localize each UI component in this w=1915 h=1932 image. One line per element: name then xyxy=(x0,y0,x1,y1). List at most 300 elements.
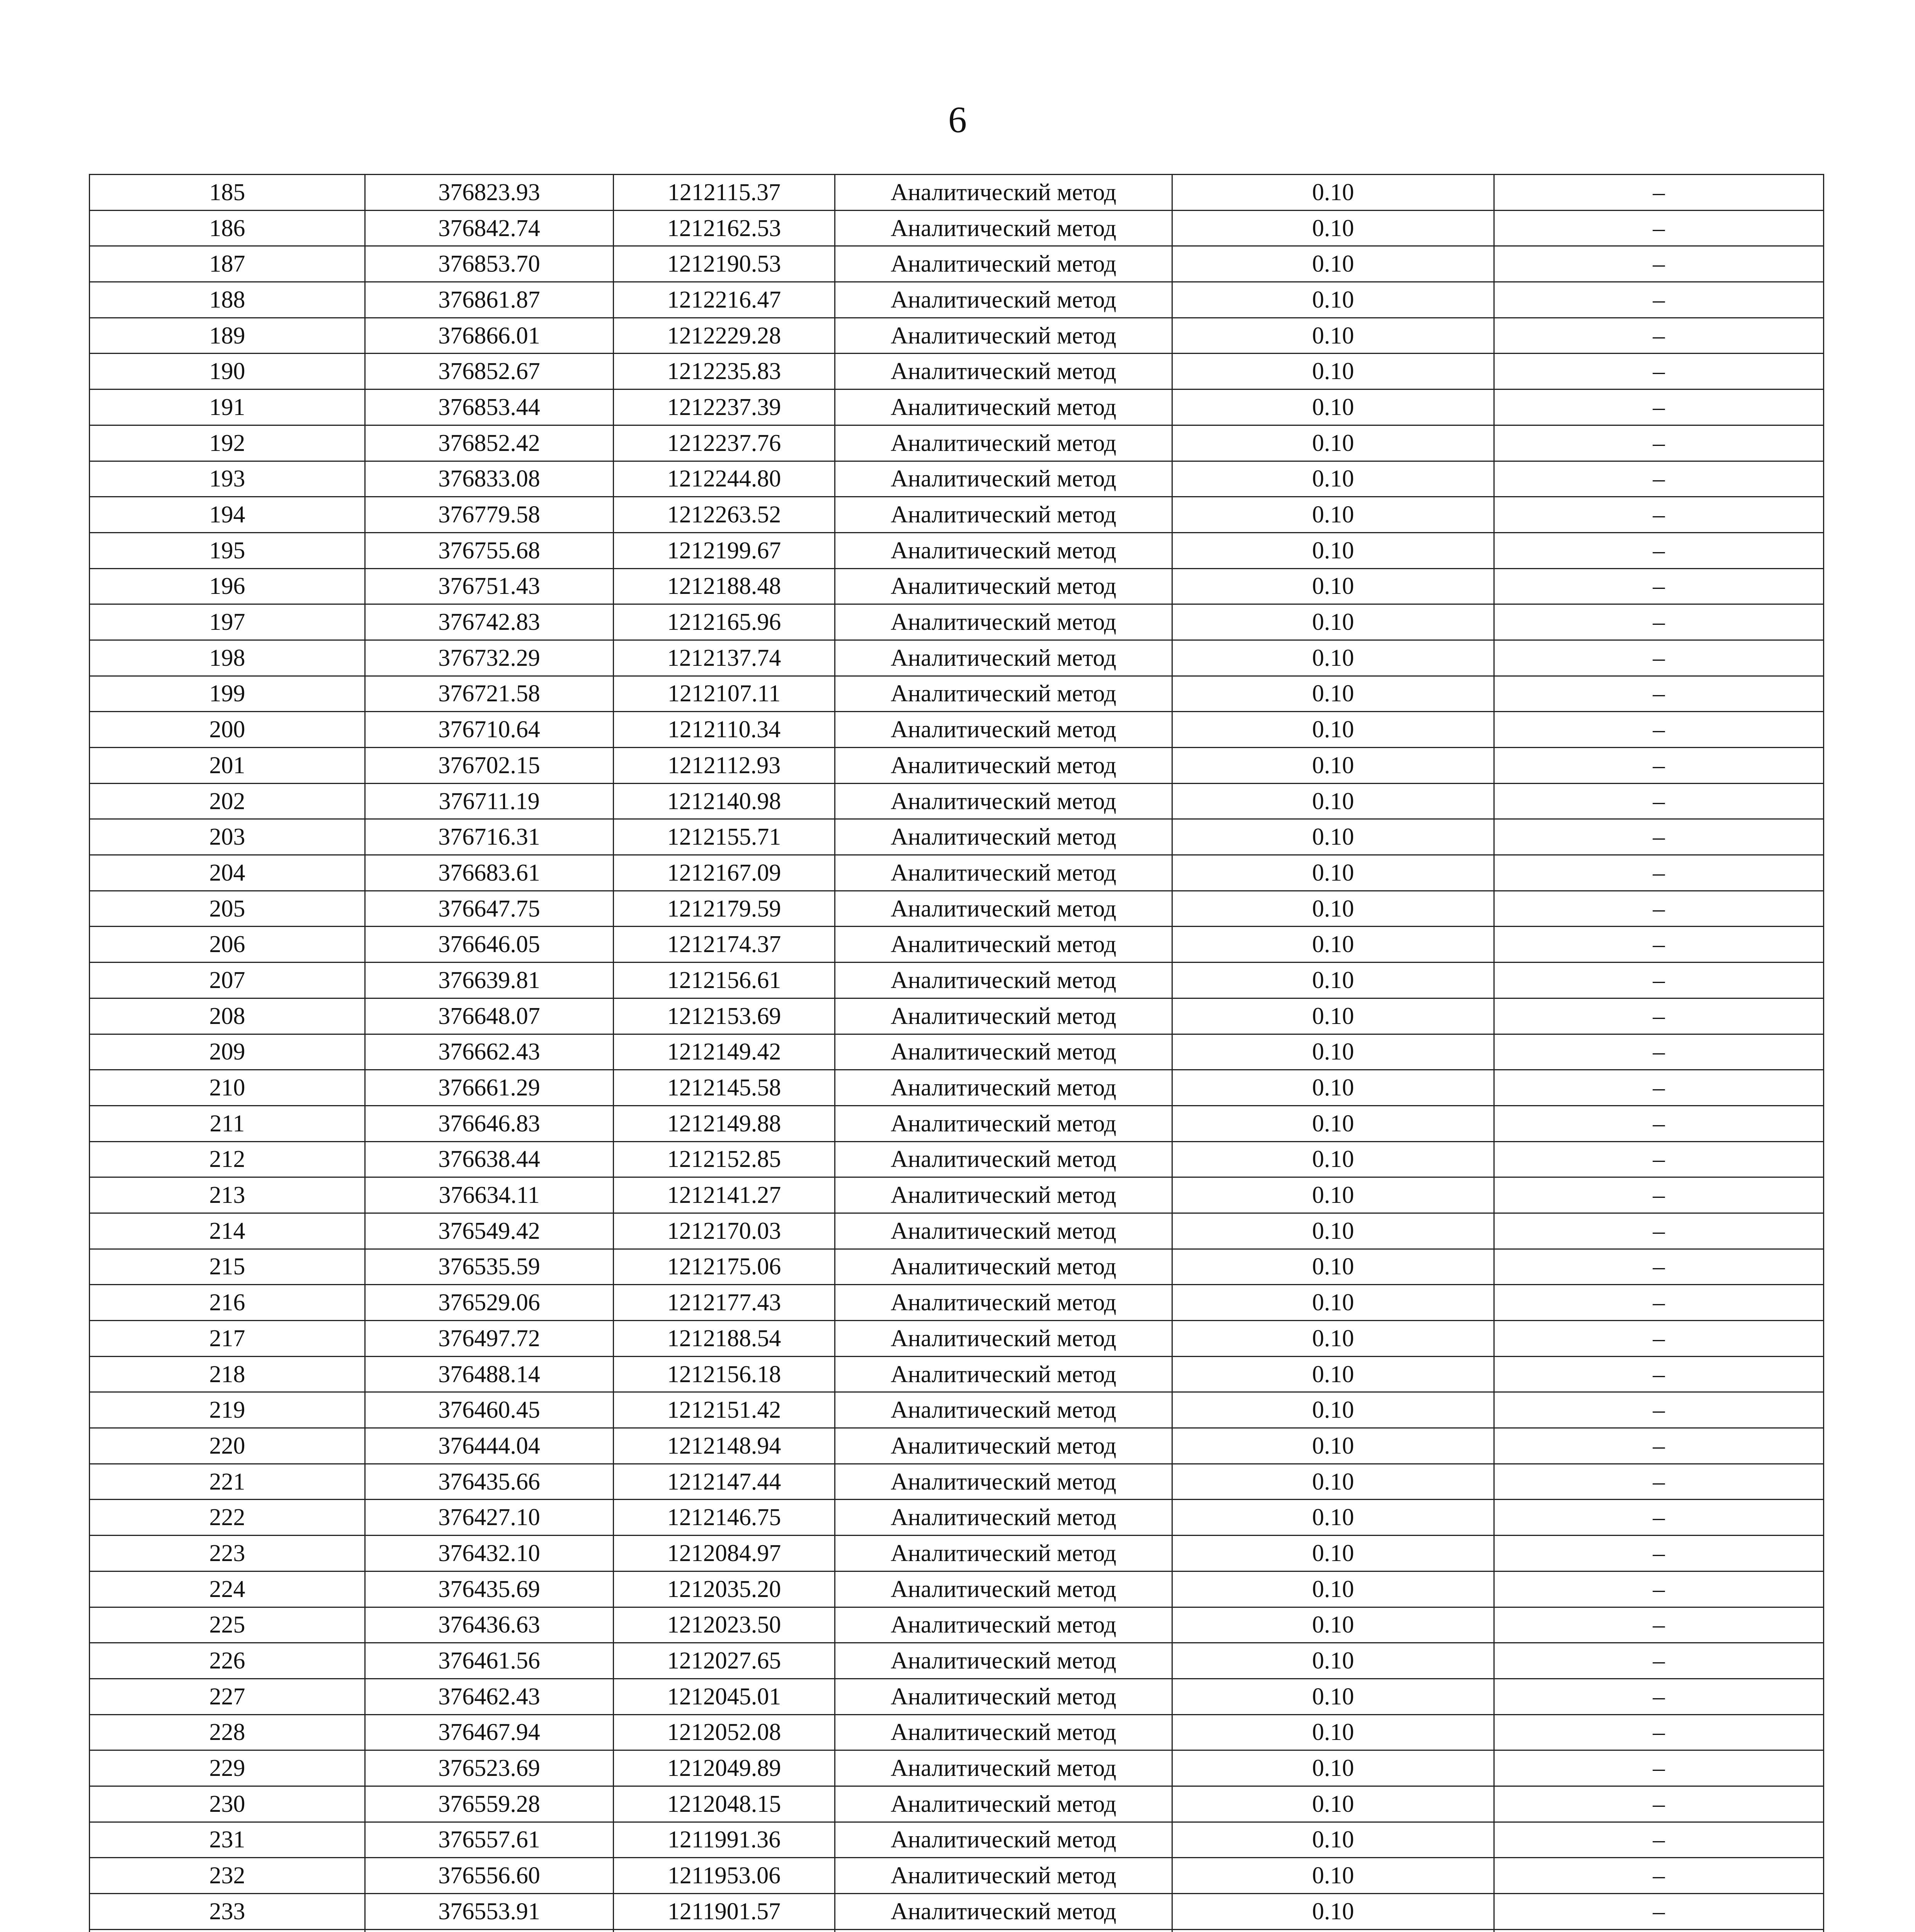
method-cell: Аналитический метод xyxy=(835,963,1172,998)
table-row xyxy=(90,1679,1824,1714)
note-cell: – xyxy=(1494,246,1824,282)
y-coordinate-cell: 1212174.37 xyxy=(614,927,835,963)
x-coordinate-cell: 376529.06 xyxy=(365,1285,614,1321)
x-coordinate-cell: 376435.69 xyxy=(365,1571,614,1607)
x-coordinate-cell: 376866.01 xyxy=(365,318,614,354)
point-number-cell: 231 xyxy=(90,1822,365,1858)
coordinates-table-body xyxy=(90,175,1824,1932)
note-cell: – xyxy=(1494,425,1824,461)
y-coordinate-cell: 1211901.57 xyxy=(614,1894,835,1930)
point-number-cell: 219 xyxy=(90,1392,365,1428)
method-cell: Аналитический метод xyxy=(835,1105,1172,1141)
table-row xyxy=(90,1500,1824,1536)
point-number-cell xyxy=(90,1929,365,1932)
table-row xyxy=(90,1858,1824,1894)
accuracy-cell: 0.10 xyxy=(1172,998,1494,1034)
y-coordinate-cell: 1212107.11 xyxy=(614,676,835,712)
accuracy-cell: 0.10 xyxy=(1172,1141,1494,1177)
accuracy-cell: 0.10 xyxy=(1172,282,1494,318)
note-cell: – xyxy=(1494,1500,1824,1536)
note-cell: – xyxy=(1494,1177,1824,1213)
accuracy-cell xyxy=(1172,1929,1494,1932)
y-coordinate-cell: 1212112.93 xyxy=(614,748,835,784)
note-cell: – xyxy=(1494,1858,1824,1894)
point-number-cell: 206 xyxy=(90,927,365,963)
accuracy-cell: 0.10 xyxy=(1172,927,1494,963)
table-row xyxy=(90,855,1824,891)
note-cell: – xyxy=(1494,1786,1824,1822)
point-number-cell: 203 xyxy=(90,819,365,855)
accuracy-cell: 0.10 xyxy=(1172,175,1494,211)
method-cell: Аналитический метод xyxy=(835,425,1172,461)
table-row xyxy=(90,604,1824,640)
x-coordinate-cell: 376557.61 xyxy=(365,1822,614,1858)
accuracy-cell: 0.10 xyxy=(1172,1356,1494,1392)
method-cell: Аналитический метод xyxy=(835,1034,1172,1070)
y-coordinate-cell: 1212110.34 xyxy=(614,712,835,748)
accuracy-cell: 0.10 xyxy=(1172,1321,1494,1357)
method-cell: Аналитический метод xyxy=(835,748,1172,784)
y-coordinate-cell: 1212229.28 xyxy=(614,318,835,354)
method-cell: Аналитический метод xyxy=(835,568,1172,604)
note-cell: – xyxy=(1494,1607,1824,1643)
point-number-cell: 209 xyxy=(90,1034,365,1070)
table-row xyxy=(90,1141,1824,1177)
y-coordinate-cell: 1211991.36 xyxy=(614,1822,835,1858)
accuracy-cell: 0.10 xyxy=(1172,1894,1494,1930)
accuracy-cell: 0.10 xyxy=(1172,604,1494,640)
table-row xyxy=(90,783,1824,819)
method-cell: Аналитический метод xyxy=(835,998,1172,1034)
note-cell: – xyxy=(1494,1285,1824,1321)
table-row xyxy=(90,246,1824,282)
method-cell: Аналитический метод xyxy=(835,1321,1172,1357)
note-cell: – xyxy=(1494,748,1824,784)
note-cell: – xyxy=(1494,676,1824,712)
method-cell: Аналитический метод xyxy=(835,927,1172,963)
table-row xyxy=(90,532,1824,568)
y-coordinate-cell: 1212190.53 xyxy=(614,246,835,282)
table-row xyxy=(90,1034,1824,1070)
y-coordinate-cell: 1212045.01 xyxy=(614,1679,835,1714)
point-number-cell: 221 xyxy=(90,1464,365,1500)
note-cell: – xyxy=(1494,282,1824,318)
accuracy-cell: 0.10 xyxy=(1172,1500,1494,1536)
accuracy-cell: 0.10 xyxy=(1172,1679,1494,1714)
method-cell: Аналитический метод xyxy=(835,1679,1172,1714)
note-cell: – xyxy=(1494,1321,1824,1357)
method-cell: Аналитический метод xyxy=(835,1858,1172,1894)
point-number-cell: 196 xyxy=(90,568,365,604)
y-coordinate-cell: 1212156.61 xyxy=(614,963,835,998)
point-number-cell: 227 xyxy=(90,1679,365,1714)
accuracy-cell: 0.10 xyxy=(1172,354,1494,389)
x-coordinate-cell: 376751.43 xyxy=(365,568,614,604)
y-coordinate-cell: 1212048.15 xyxy=(614,1786,835,1822)
accuracy-cell: 0.10 xyxy=(1172,1607,1494,1643)
y-coordinate-cell: 1212137.74 xyxy=(614,640,835,676)
note-cell: – xyxy=(1494,318,1824,354)
note-cell: – xyxy=(1494,640,1824,676)
point-number-cell: 190 xyxy=(90,354,365,389)
point-number-cell: 202 xyxy=(90,783,365,819)
point-number-cell: 225 xyxy=(90,1607,365,1643)
method-cell: Аналитический метод xyxy=(835,1643,1172,1679)
table-row xyxy=(90,891,1824,927)
accuracy-cell: 0.10 xyxy=(1172,891,1494,927)
accuracy-cell: 0.10 xyxy=(1172,318,1494,354)
method-cell: Аналитический метод xyxy=(835,819,1172,855)
method-cell: Аналитический метод xyxy=(835,1750,1172,1786)
y-coordinate-cell: 1212179.59 xyxy=(614,891,835,927)
method-cell: Аналитический метод xyxy=(835,1141,1172,1177)
table-row xyxy=(90,461,1824,497)
table-row xyxy=(90,1249,1824,1285)
y-coordinate-cell: 1212149.42 xyxy=(614,1034,835,1070)
point-number-cell: 214 xyxy=(90,1213,365,1249)
method-cell: Аналитический метод xyxy=(835,354,1172,389)
point-number-cell: 220 xyxy=(90,1428,365,1464)
point-number-cell: 228 xyxy=(90,1714,365,1750)
method-cell: Аналитический метод xyxy=(835,532,1172,568)
x-coordinate-cell: 376710.64 xyxy=(365,712,614,748)
table-row xyxy=(90,497,1824,533)
x-coordinate-cell: 376853.44 xyxy=(365,389,614,425)
x-coordinate-cell: 376742.83 xyxy=(365,604,614,640)
x-coordinate-cell: 376683.61 xyxy=(365,855,614,891)
table-row xyxy=(90,425,1824,461)
note-cell: – xyxy=(1494,1750,1824,1786)
x-coordinate-cell: 376556.60 xyxy=(365,1858,614,1894)
y-coordinate-cell: 1212049.89 xyxy=(614,1750,835,1786)
y-coordinate-cell: 1212156.18 xyxy=(614,1356,835,1392)
method-cell xyxy=(835,1929,1172,1932)
table-row xyxy=(90,210,1824,246)
method-cell: Аналитический метод xyxy=(835,1714,1172,1750)
method-cell: Аналитический метод xyxy=(835,640,1172,676)
x-coordinate-cell: 376646.05 xyxy=(365,927,614,963)
accuracy-cell: 0.10 xyxy=(1172,532,1494,568)
note-cell: – xyxy=(1494,568,1824,604)
method-cell: Аналитический метод xyxy=(835,282,1172,318)
y-coordinate-cell: 1212188.54 xyxy=(614,1321,835,1357)
method-cell: Аналитический метод xyxy=(835,1822,1172,1858)
note-cell: – xyxy=(1494,1105,1824,1141)
point-number-cell: 233 xyxy=(90,1894,365,1930)
y-coordinate-cell: 1212155.71 xyxy=(614,819,835,855)
method-cell: Аналитический метод xyxy=(835,175,1172,211)
x-coordinate-cell: 376755.68 xyxy=(365,532,614,568)
table-row xyxy=(90,1105,1824,1141)
note-cell: – xyxy=(1494,1213,1824,1249)
point-number-cell: 210 xyxy=(90,1070,365,1106)
point-number-cell: 229 xyxy=(90,1750,365,1786)
note-cell: – xyxy=(1494,497,1824,533)
x-coordinate-cell: 376716.31 xyxy=(365,819,614,855)
method-cell: Аналитический метод xyxy=(835,855,1172,891)
x-coordinate-cell: 376853.70 xyxy=(365,246,614,282)
y-coordinate-cell: 1212035.20 xyxy=(614,1571,835,1607)
note-cell: – xyxy=(1494,1714,1824,1750)
x-coordinate-cell: 376648.07 xyxy=(365,998,614,1034)
x-coordinate-cell: 376833.08 xyxy=(365,461,614,497)
x-coordinate-cell: 376711.19 xyxy=(365,783,614,819)
method-cell: Аналитический метод xyxy=(835,1571,1172,1607)
y-coordinate-cell: 1212023.50 xyxy=(614,1607,835,1643)
x-coordinate-cell: 376427.10 xyxy=(365,1500,614,1536)
table-row xyxy=(90,1285,1824,1321)
accuracy-cell: 0.10 xyxy=(1172,748,1494,784)
x-coordinate-cell: 376467.94 xyxy=(365,1714,614,1750)
table-row xyxy=(90,1750,1824,1786)
y-coordinate-cell: 1212244.80 xyxy=(614,461,835,497)
point-number-cell: 200 xyxy=(90,712,365,748)
table-row xyxy=(90,1786,1824,1822)
accuracy-cell: 0.10 xyxy=(1172,1571,1494,1607)
accuracy-cell: 0.10 xyxy=(1172,783,1494,819)
note-cell: – xyxy=(1494,1679,1824,1714)
x-coordinate-cell: 376634.11 xyxy=(365,1177,614,1213)
y-coordinate-cell: 1212145.58 xyxy=(614,1070,835,1106)
table-row xyxy=(90,1536,1824,1571)
x-coordinate-cell: 376460.45 xyxy=(365,1392,614,1428)
note-cell: – xyxy=(1494,855,1824,891)
x-coordinate-cell: 376462.43 xyxy=(365,1679,614,1714)
point-number-cell: 230 xyxy=(90,1786,365,1822)
point-number-cell: 188 xyxy=(90,282,365,318)
x-coordinate-cell: 376639.81 xyxy=(365,963,614,998)
method-cell: Аналитический метод xyxy=(835,1428,1172,1464)
accuracy-cell: 0.10 xyxy=(1172,963,1494,998)
method-cell: Аналитический метод xyxy=(835,1786,1172,1822)
point-number-cell: 204 xyxy=(90,855,365,891)
point-number-cell: 222 xyxy=(90,1500,365,1536)
y-coordinate-cell: 1212149.88 xyxy=(614,1105,835,1141)
note-cell: – xyxy=(1494,1894,1824,1930)
point-number-cell: 212 xyxy=(90,1141,365,1177)
x-coordinate-cell: 376497.72 xyxy=(365,1321,614,1357)
point-number-cell: 187 xyxy=(90,246,365,282)
accuracy-cell: 0.10 xyxy=(1172,1034,1494,1070)
x-coordinate-cell xyxy=(365,1929,614,1932)
y-coordinate-cell: 1212167.09 xyxy=(614,855,835,891)
table-row xyxy=(90,1714,1824,1750)
accuracy-cell: 0.10 xyxy=(1172,1750,1494,1786)
point-number-cell: 226 xyxy=(90,1643,365,1679)
x-coordinate-cell: 376461.56 xyxy=(365,1643,614,1679)
x-coordinate-cell: 376488.14 xyxy=(365,1356,614,1392)
x-coordinate-cell: 376779.58 xyxy=(365,497,614,533)
accuracy-cell: 0.10 xyxy=(1172,246,1494,282)
note-cell: – xyxy=(1494,532,1824,568)
note-cell: – xyxy=(1494,783,1824,819)
x-coordinate-cell: 376523.69 xyxy=(365,1750,614,1786)
method-cell: Аналитический метод xyxy=(835,1607,1172,1643)
note-cell: – xyxy=(1494,1428,1824,1464)
x-coordinate-cell: 376535.59 xyxy=(365,1249,614,1285)
method-cell: Аналитический метод xyxy=(835,497,1172,533)
method-cell: Аналитический метод xyxy=(835,389,1172,425)
y-coordinate-cell: 1212237.76 xyxy=(614,425,835,461)
method-cell: Аналитический метод xyxy=(835,1356,1172,1392)
y-coordinate-cell: 1212140.98 xyxy=(614,783,835,819)
point-number-cell: 208 xyxy=(90,998,365,1034)
y-coordinate-cell: 1212216.47 xyxy=(614,282,835,318)
point-number-cell: 218 xyxy=(90,1356,365,1392)
table-row xyxy=(90,354,1824,389)
x-coordinate-cell: 376432.10 xyxy=(365,1536,614,1571)
x-coordinate-cell: 376852.67 xyxy=(365,354,614,389)
accuracy-cell: 0.10 xyxy=(1172,389,1494,425)
method-cell: Аналитический метод xyxy=(835,1070,1172,1106)
note-cell: – xyxy=(1494,1249,1824,1285)
x-coordinate-cell: 376721.58 xyxy=(365,676,614,712)
note-cell: – xyxy=(1494,175,1824,211)
accuracy-cell: 0.10 xyxy=(1172,1105,1494,1141)
y-coordinate-cell: 1211953.06 xyxy=(614,1858,835,1894)
note-cell xyxy=(1494,1929,1824,1932)
y-coordinate-cell: 1212177.43 xyxy=(614,1285,835,1321)
table-row xyxy=(90,1428,1824,1464)
method-cell: Аналитический метод xyxy=(835,1536,1172,1571)
accuracy-cell: 0.10 xyxy=(1172,497,1494,533)
accuracy-cell: 0.10 xyxy=(1172,210,1494,246)
accuracy-cell: 0.10 xyxy=(1172,1464,1494,1500)
y-coordinate-cell: 1212141.27 xyxy=(614,1177,835,1213)
point-number-cell: 216 xyxy=(90,1285,365,1321)
y-coordinate-cell: 1212153.69 xyxy=(614,998,835,1034)
table-row xyxy=(90,819,1824,855)
y-coordinate-cell: 1212084.97 xyxy=(614,1536,835,1571)
point-number-cell: 215 xyxy=(90,1249,365,1285)
note-cell: – xyxy=(1494,712,1824,748)
method-cell: Аналитический метод xyxy=(835,1500,1172,1536)
y-coordinate-cell: 1212199.67 xyxy=(614,532,835,568)
point-number-cell: 191 xyxy=(90,389,365,425)
table-row xyxy=(90,676,1824,712)
note-cell: – xyxy=(1494,1034,1824,1070)
method-cell: Аналитический метод xyxy=(835,1894,1172,1930)
note-cell: – xyxy=(1494,389,1824,425)
table-row xyxy=(90,712,1824,748)
x-coordinate-cell: 376823.93 xyxy=(365,175,614,211)
note-cell: – xyxy=(1494,1464,1824,1500)
point-number-cell: 213 xyxy=(90,1177,365,1213)
point-number-cell: 232 xyxy=(90,1858,365,1894)
accuracy-cell: 0.10 xyxy=(1172,568,1494,604)
accuracy-cell: 0.10 xyxy=(1172,1536,1494,1571)
point-number-cell: 224 xyxy=(90,1571,365,1607)
table-row xyxy=(90,1356,1824,1392)
note-cell: – xyxy=(1494,210,1824,246)
note-cell: – xyxy=(1494,891,1824,927)
y-coordinate-cell xyxy=(614,1929,835,1932)
y-coordinate-cell: 1212148.94 xyxy=(614,1428,835,1464)
coordinates-table xyxy=(89,174,1824,1932)
table-row xyxy=(90,1894,1824,1930)
accuracy-cell: 0.10 xyxy=(1172,1392,1494,1428)
y-coordinate-cell: 1212170.03 xyxy=(614,1213,835,1249)
note-cell: – xyxy=(1494,1643,1824,1679)
method-cell: Аналитический метод xyxy=(835,246,1172,282)
accuracy-cell: 0.10 xyxy=(1172,425,1494,461)
method-cell: Аналитический метод xyxy=(835,1464,1172,1500)
table-row xyxy=(90,568,1824,604)
method-cell: Аналитический метод xyxy=(835,712,1172,748)
table-row xyxy=(90,282,1824,318)
method-cell: Аналитический метод xyxy=(835,461,1172,497)
x-coordinate-cell: 376435.66 xyxy=(365,1464,614,1500)
note-cell: – xyxy=(1494,1070,1824,1106)
point-number-cell: 198 xyxy=(90,640,365,676)
y-coordinate-cell: 1212115.37 xyxy=(614,175,835,211)
method-cell: Аналитический метод xyxy=(835,1285,1172,1321)
table-row xyxy=(90,1607,1824,1643)
table-row xyxy=(90,318,1824,354)
method-cell: Аналитический метод xyxy=(835,1392,1172,1428)
table-row xyxy=(90,1929,1824,1932)
x-coordinate-cell: 376549.42 xyxy=(365,1213,614,1249)
accuracy-cell: 0.10 xyxy=(1172,1070,1494,1106)
note-cell: – xyxy=(1494,604,1824,640)
point-number-cell: 207 xyxy=(90,963,365,998)
x-coordinate-cell: 376662.43 xyxy=(365,1034,614,1070)
accuracy-cell: 0.10 xyxy=(1172,461,1494,497)
method-cell: Аналитический метод xyxy=(835,891,1172,927)
point-number-cell: 194 xyxy=(90,497,365,533)
y-coordinate-cell: 1212162.53 xyxy=(614,210,835,246)
note-cell: – xyxy=(1494,1822,1824,1858)
y-coordinate-cell: 1212188.48 xyxy=(614,568,835,604)
method-cell: Аналитический метод xyxy=(835,1177,1172,1213)
accuracy-cell: 0.10 xyxy=(1172,1786,1494,1822)
note-cell: – xyxy=(1494,461,1824,497)
x-coordinate-cell: 376702.15 xyxy=(365,748,614,784)
note-cell: – xyxy=(1494,1141,1824,1177)
y-coordinate-cell: 1212175.06 xyxy=(614,1249,835,1285)
x-coordinate-cell: 376638.44 xyxy=(365,1141,614,1177)
accuracy-cell: 0.10 xyxy=(1172,1714,1494,1750)
x-coordinate-cell: 376436.63 xyxy=(365,1607,614,1643)
table-row xyxy=(90,1464,1824,1500)
accuracy-cell: 0.10 xyxy=(1172,1285,1494,1321)
accuracy-cell: 0.10 xyxy=(1172,1858,1494,1894)
y-coordinate-cell: 1212052.08 xyxy=(614,1714,835,1750)
method-cell: Аналитический метод xyxy=(835,318,1172,354)
note-cell: – xyxy=(1494,927,1824,963)
y-coordinate-cell: 1212165.96 xyxy=(614,604,835,640)
point-number-cell: 193 xyxy=(90,461,365,497)
method-cell: Аналитический метод xyxy=(835,1249,1172,1285)
accuracy-cell: 0.10 xyxy=(1172,1643,1494,1679)
note-cell: – xyxy=(1494,819,1824,855)
page-number: 6 xyxy=(948,99,967,140)
x-coordinate-cell: 376852.42 xyxy=(365,425,614,461)
x-coordinate-cell: 376842.74 xyxy=(365,210,614,246)
accuracy-cell: 0.10 xyxy=(1172,1213,1494,1249)
y-coordinate-cell: 1212147.44 xyxy=(614,1464,835,1500)
accuracy-cell: 0.10 xyxy=(1172,1249,1494,1285)
table-row xyxy=(90,1571,1824,1607)
note-cell: – xyxy=(1494,963,1824,998)
point-number-cell: 211 xyxy=(90,1105,365,1141)
table-row xyxy=(90,1321,1824,1357)
table-row xyxy=(90,640,1824,676)
point-number-cell: 201 xyxy=(90,748,365,784)
y-coordinate-cell: 1212027.65 xyxy=(614,1643,835,1679)
point-number-cell: 186 xyxy=(90,210,365,246)
point-number-cell: 199 xyxy=(90,676,365,712)
